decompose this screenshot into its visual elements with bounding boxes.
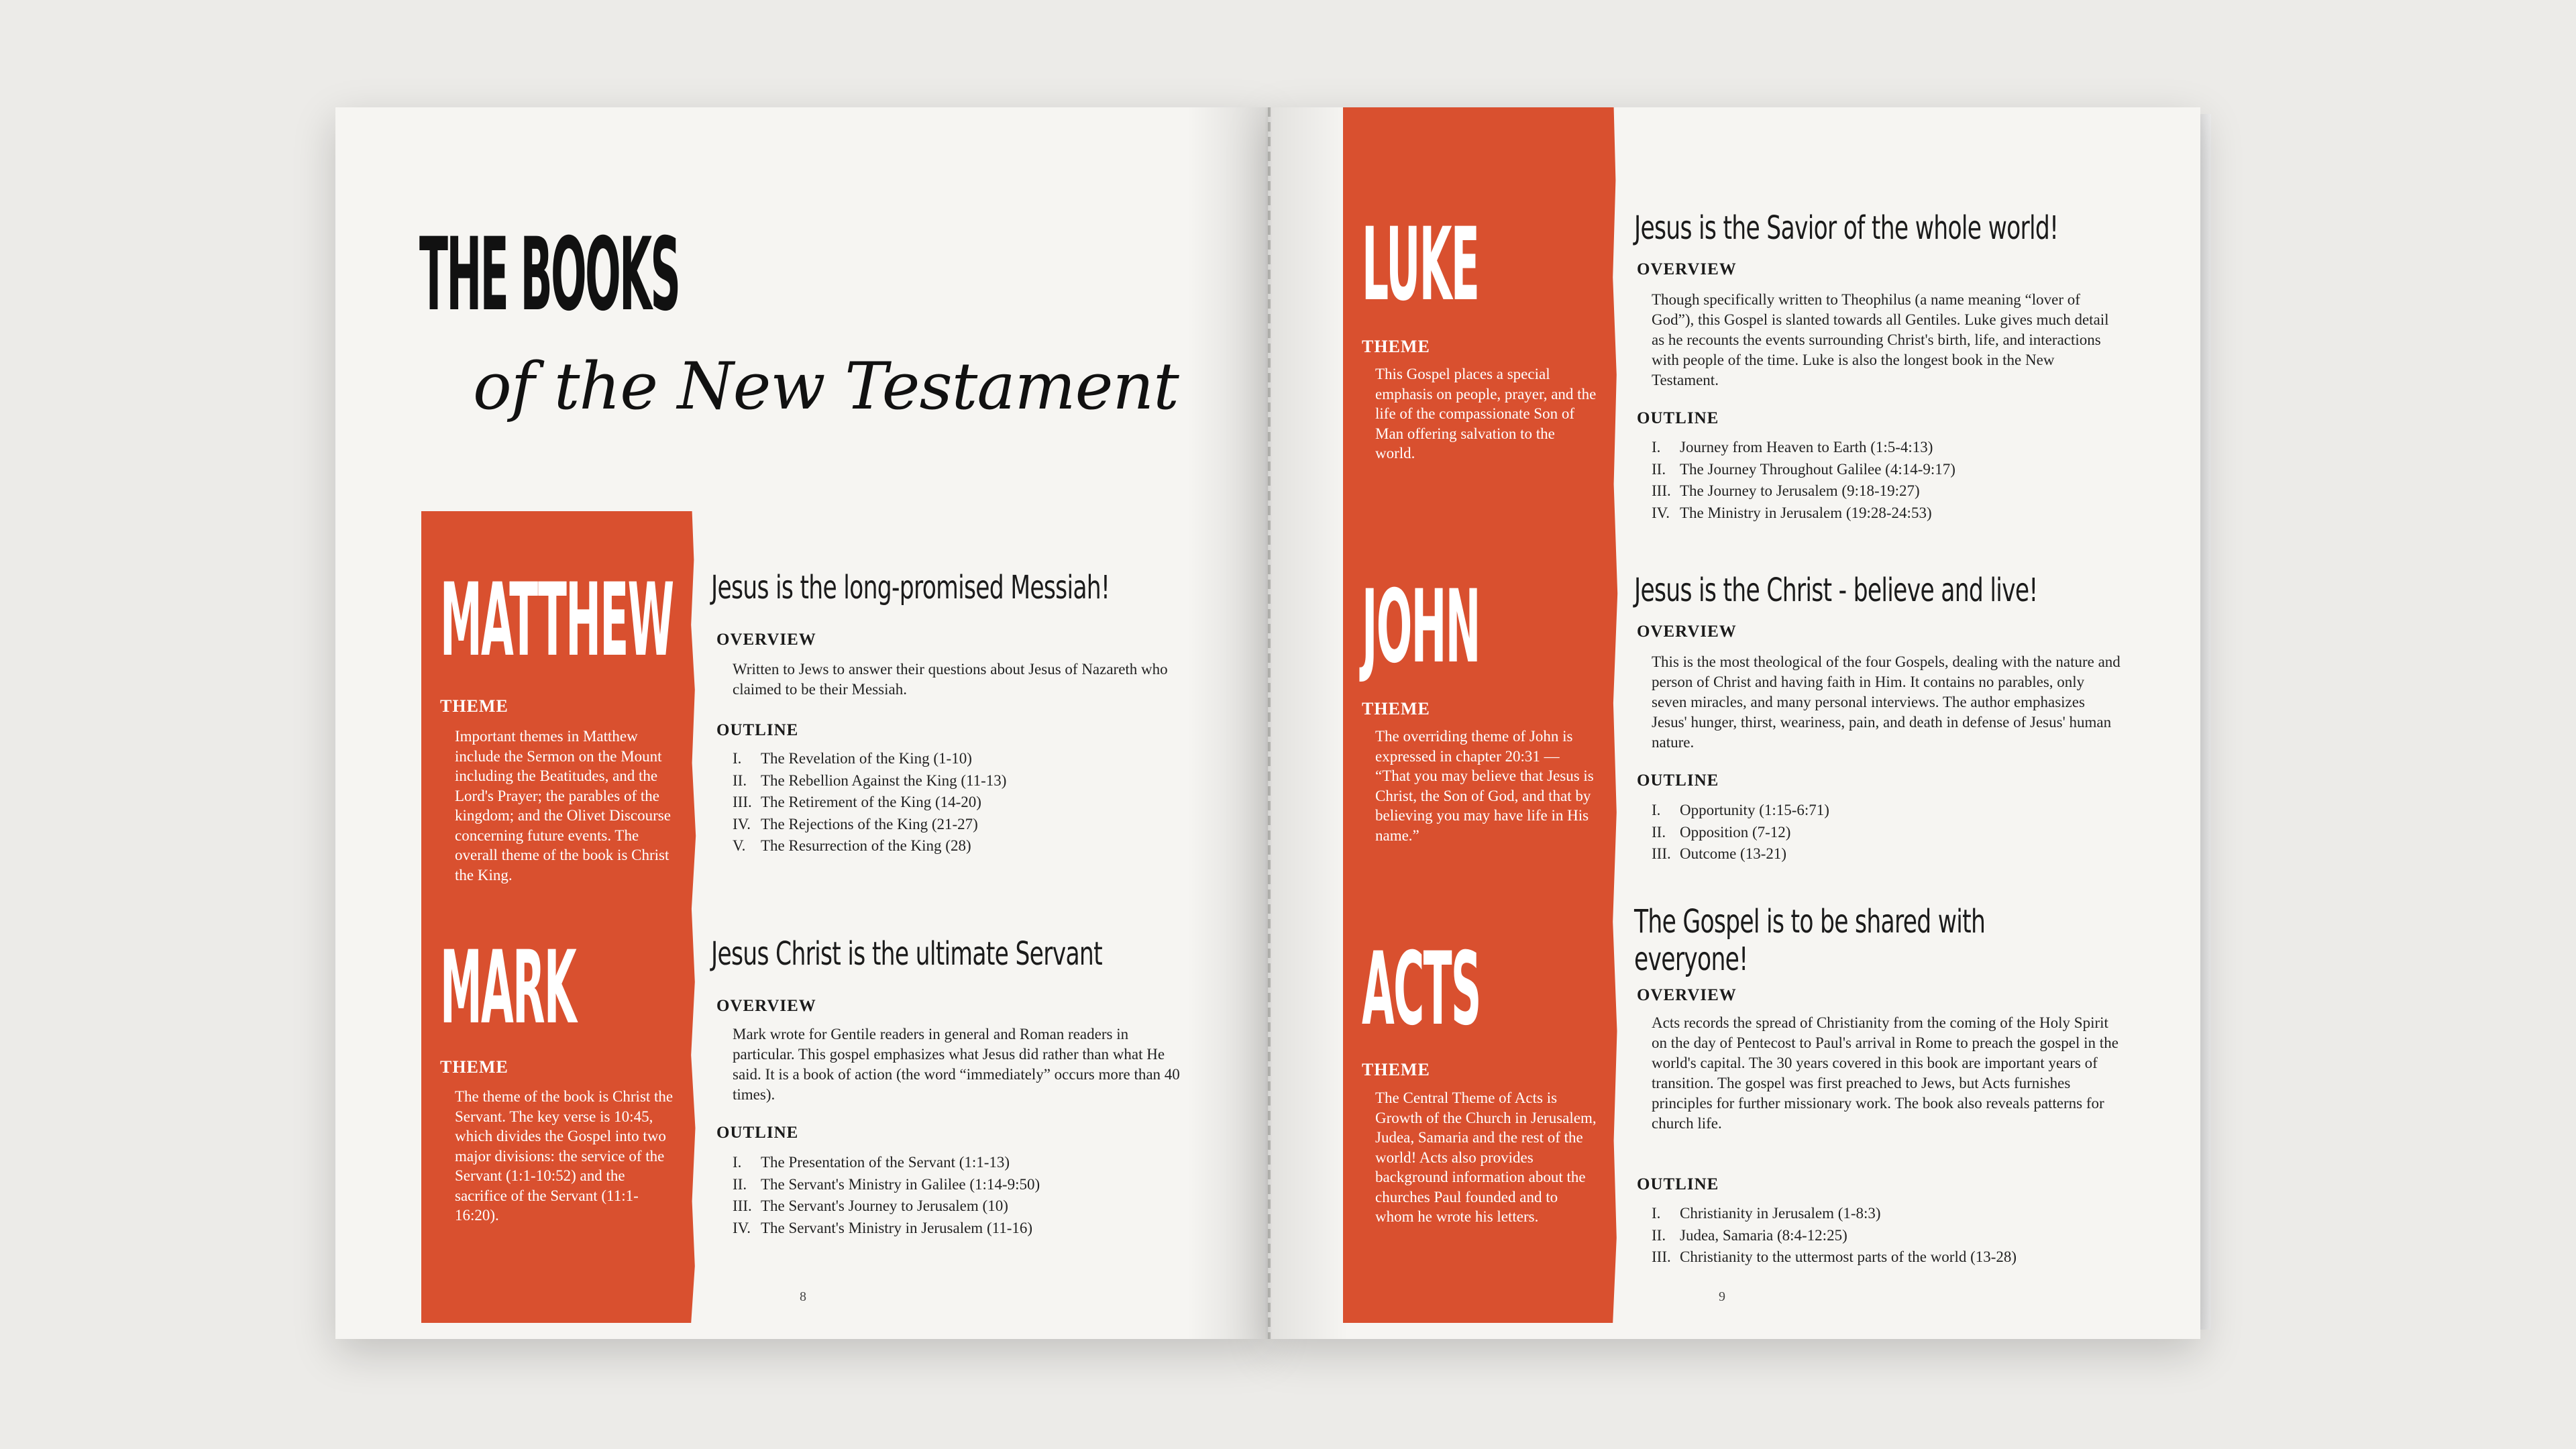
theme-text-matthew: Important themes in Matthew include the Sermon on the Mount including the Beatitudes, and the Lord's Prayer; the parables of the kingdom; and the Olivet Discourse concerning future events. The overall theme of the book is Christ the King. xyxy=(455,728,671,883)
outline-list-luke xyxy=(1652,437,1955,524)
book-name-luke: LUKE xyxy=(1362,207,1479,323)
theme-text-luke: This Gospel places a special emphasis on people, prayer, and the life of the compassionate Son of Man offering salvation to the world. xyxy=(1375,366,1597,462)
outline-item: V. The Resurrection of the King (28) xyxy=(733,837,971,854)
outline-label-acts: OUTLINE xyxy=(1637,1175,1719,1193)
theme-text-acts: The Central Theme of Acts is Growth of the Church in Jerusalem, Judea, Samaria and the rest of the world! Acts also provides background information about the churches Paul founded and to whom he wrote his letters. xyxy=(1375,1089,1597,1225)
theme-label-acts: THEME xyxy=(1362,1060,1430,1079)
heading-luke: Jesus is the Savior of the whole world! xyxy=(1634,209,2059,247)
outline-item: III. The Journey to Jerusalem (9:18-19:27) xyxy=(1652,482,1920,499)
outline-item: III. Christianity to the uttermost parts of the world (13-28) xyxy=(1652,1248,2017,1265)
outline-list-matthew xyxy=(733,748,1006,857)
outline-label-luke: OUTLINE xyxy=(1637,409,1719,427)
page-title xyxy=(419,217,1179,424)
outline-item: IV. The Rejections of the King (21-27) xyxy=(733,815,978,833)
heading-acts: The Gospel is to be shared with everyone! xyxy=(1634,903,1986,978)
heading-mark: Jesus Christ is the ultimate Servant xyxy=(711,935,1102,973)
binding-stitch xyxy=(1268,107,1271,1339)
overview-label-luke: OVERVIEW xyxy=(1637,260,1737,278)
book-name-acts: ACTS xyxy=(1362,931,1481,1048)
heading-john: Jesus is the Christ - believe and live! xyxy=(1634,572,2038,609)
outline-item: II. The Servant's Ministry in Galilee (1:14-9:50) xyxy=(733,1175,1040,1193)
overview-text-acts: Acts records the spread of Christianity from the coming of the Holy Spirit on the day of Pentecost to Paul's arrival in Rome to preach the gospel in the world's capital. The 30 years covered in this book are important years of transition. The gospel was first preached to Jews, but Acts furnishes principles for further missionary work. The book also reveals patterns for church life. xyxy=(1652,1014,2118,1132)
heading-matthew: Jesus is the long-promised Messiah! xyxy=(711,569,1110,606)
title-subtitle: of the New Testament xyxy=(473,349,1179,424)
theme-label-john: THEME xyxy=(1362,699,1430,718)
outline-item: III. The Servant's Journey to Jerusalem (10) xyxy=(733,1197,1008,1214)
theme-label-luke: THEME xyxy=(1362,337,1430,356)
outline-label-matthew: OUTLINE xyxy=(716,721,799,739)
theme-label-mark: THEME xyxy=(440,1057,508,1077)
overview-label-mark: OVERVIEW xyxy=(716,997,816,1015)
theme-text-mark: The theme of the book is Christ the Servant. The key verse is 10:45, which divides the Gospel into two major divisions: the service of the Servant (1:1-10:52) and the sacrifice of the Servant (11:1-16:20). xyxy=(455,1088,674,1224)
overview-label-john: OVERVIEW xyxy=(1637,623,1737,641)
outline-item: I. Christianity in Jerusalem (1-8:3) xyxy=(1652,1205,1881,1222)
outline-item: II. The Rebellion Against the King (11-13) xyxy=(733,771,1007,789)
outline-item: II. Judea, Samaria (8:4-12:25) xyxy=(1652,1226,1847,1244)
outline-list-john xyxy=(1652,800,1829,865)
page-number-right: 9 xyxy=(1719,1289,1725,1304)
outline-item: II. Opposition (7-12) xyxy=(1652,823,1791,841)
book-name-john: JOHN xyxy=(1362,569,1480,686)
outline-item: III. Outcome (13-21) xyxy=(1652,845,1787,862)
page-number-left: 8 xyxy=(800,1289,806,1304)
outline-list-mark xyxy=(733,1152,1040,1239)
overview-label-matthew: OVERVIEW xyxy=(716,631,816,649)
outline-label-mark: OUTLINE xyxy=(716,1124,799,1142)
overview-label-acts: OVERVIEW xyxy=(1637,986,1737,1004)
theme-label-matthew: THEME xyxy=(440,696,508,716)
outline-item: IV. The Ministry in Jerusalem (19:28-24:53) xyxy=(1652,504,1932,521)
outline-item: I. Opportunity (1:15-6:71) xyxy=(1652,802,1829,818)
outline-label-john: OUTLINE xyxy=(1637,771,1719,790)
overview-text-luke: Though specifically written to Theophilus (a name meaning “lover of God”), this Gospel is slanted towards all Gentiles. Luke gives much detail as he recounts the events surrounding Christ's birth, life, and interactions with people of the time. Luke is also the longest book in the New Testament. xyxy=(1652,291,2109,388)
outline-item: IV. The Servant's Ministry in Jerusalem (11-16) xyxy=(733,1219,1033,1236)
book-name-matthew: MATTHEW xyxy=(440,562,674,679)
outline-list-acts xyxy=(1652,1203,2017,1269)
overview-text-mark: Mark wrote for Gentile readers in general and Roman readers in particular. This gospel emphasizes what Jesus did rather than what He said. It is a book of action (the word “immediately” occurs more than 40 times). xyxy=(733,1026,1180,1103)
outline-item: I. The Presentation of the Servant (1:1-13) xyxy=(733,1154,1010,1171)
outline-item: III. The Retirement of the King (14-20) xyxy=(733,794,981,810)
title-main: THE BOOKS xyxy=(419,217,680,333)
overview-text-john: This is the most theological of the four Gospels, dealing with the nature and person of Christ and having faith in Him. It contains no parables, only seven miracles, and many personal interviews. The author emphasizes Jesus' hunger, thirst, weariness, pain, and death in defense of Jesus' human nature. xyxy=(1652,653,2121,751)
overview-text-matthew: Written to Jews to answer their questions about Jesus of Nazareth who claimed to be their Messiah. xyxy=(733,661,1168,698)
outline-item: II. The Journey Throughout Galilee (4:14-9:17) xyxy=(1652,460,1955,478)
outline-item: I. Journey from Heaven to Earth (1:5-4:13) xyxy=(1652,439,1933,455)
theme-text-john: The overriding theme of John is expressed in chapter 20:31 — “That you may believe that Jesus is Christ, the Son of God, and that by believing you may have life in His name.” xyxy=(1375,728,1594,844)
outline-item: I. The Revelation of the King (1-10) xyxy=(733,750,972,767)
book-name-mark: MARK xyxy=(440,930,576,1046)
